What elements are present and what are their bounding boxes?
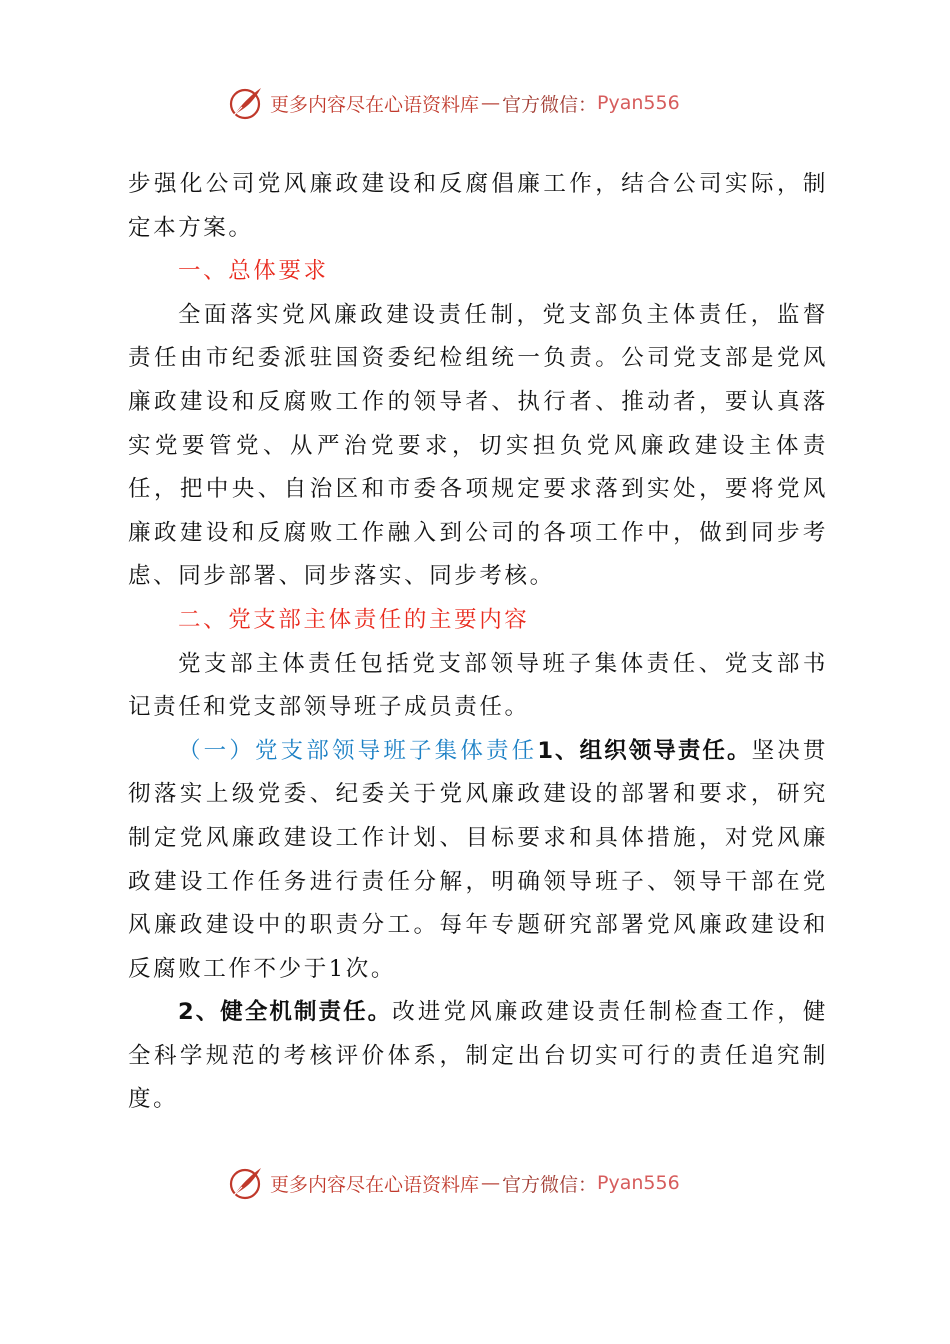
item2-body: 改进党风廉政建设责任制检查工作，健全科学规范的考核评价体系，制定出台切实可行的责任追究制度。 — [128, 999, 829, 1113]
item2-paragraph — [128, 991, 828, 1122]
item1-title: 1、组织领导责任。 — [537, 737, 752, 764]
quill-pen-logo-icon — [228, 1165, 264, 1201]
item2-title: 2、健全机制责任。 — [178, 999, 393, 1026]
banner-wechat-id: Pyan556 — [597, 1172, 680, 1194]
banner-wechat-id: Pyan556 — [597, 92, 680, 114]
banner-separator: — — [481, 92, 501, 114]
item1-body: 坚决贯彻落实上级党委、纪委关于党风廉政建设的部署和要求，研究制定党风廉政建设工作计划、目标要求和具体措施，对党风廉政建设工作任务进行责任分解，明确领导班子、领导干部在党风廉政建设中的职责分工。每年专题研究部署党风廉政建设和反腐败工作不少于1次。 — [128, 737, 828, 982]
header-banner — [228, 83, 680, 123]
banner-brand-text: 更多内容尽在心语资料库 — [270, 93, 480, 116]
subsection1-paragraph — [128, 730, 828, 992]
section1-heading: 一、总体要求 — [178, 258, 329, 285]
banner-separator: — — [481, 1172, 501, 1194]
banner-wechat-label: 官方微信： — [502, 1173, 598, 1196]
intro-paragraph: 步强化公司党风廉政建设和反腐倡廉工作，结合公司实际，制定本方案。 — [128, 171, 828, 241]
section1-body: 全面落实党风廉政建设责任制，党支部负主体责任，监督责任由市纪委派驻国资委纪检组统一负责。公司党支部是党风廉政建设和反腐败工作的领导者、执行者、推动者，要认真落实党要管党、从严治党要求，切实担负党风廉政建设主体责任，把中央、自治区和市委各项规定要求落到实处，要将党风廉政建设和反腐败工作融入到公司的各项工作中，做到同步考虑、同步部署、同步落实、同步考核。 — [128, 301, 828, 590]
banner-wechat-label: 官方微信： — [502, 93, 598, 116]
subsection1-heading: （一）党支部领导班子集体责任 — [178, 737, 538, 764]
footer-banner — [228, 1163, 680, 1203]
banner-brand-text: 更多内容尽在心语资料库 — [270, 1173, 480, 1196]
section2-heading: 二、党支部主体责任的主要内容 — [178, 606, 530, 633]
document-body — [128, 163, 828, 1122]
section2-body: 党支部主体责任包括党支部领导班子集体责任、党支部书记责任和党支部领导班子成员责任。 — [128, 650, 828, 721]
quill-pen-logo-icon — [228, 85, 264, 121]
